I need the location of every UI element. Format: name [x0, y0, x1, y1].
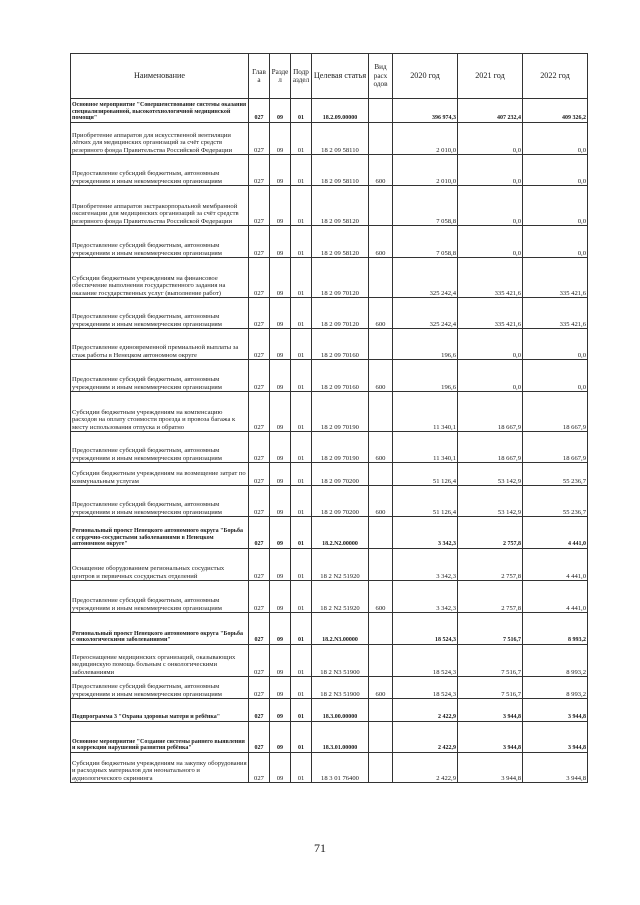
table-row	[71, 613, 588, 645]
cell-target: 18 2 09 70120	[312, 298, 369, 329]
cell-y2021: 3 944,8	[458, 753, 523, 783]
cell-y2020: 18 524,3	[393, 677, 458, 699]
table-row	[71, 329, 588, 360]
cell-vid	[369, 699, 393, 722]
table-row	[71, 186, 588, 226]
table-row	[71, 123, 588, 155]
table-row	[71, 360, 588, 392]
cell-target: 18 2 09 70200	[312, 486, 369, 517]
cell-vid	[369, 186, 393, 226]
cell-target: 18 2 09 70160	[312, 360, 369, 392]
cell-vid: 600	[369, 581, 393, 613]
cell-glava: 027	[249, 753, 270, 783]
cell-y2022: 4 441,0	[523, 549, 588, 581]
cell-podrazdel: 01	[291, 123, 312, 155]
cell-glava: 027	[249, 298, 270, 329]
cell-target: 18 2 N3 51900	[312, 645, 369, 677]
cell-glava: 027	[249, 360, 270, 392]
cell-glava: 027	[249, 613, 270, 645]
cell-y2020: 51 126,4	[393, 486, 458, 517]
cell-podrazdel: 01	[291, 432, 312, 463]
page-number: 71	[314, 841, 326, 855]
cell-y2022: 4 441,0	[523, 581, 588, 613]
cell-razdel: 09	[270, 645, 291, 677]
cell-y2022: 409 326,2	[523, 99, 588, 123]
cell-vid	[369, 613, 393, 645]
cell-podrazdel: 01	[291, 298, 312, 329]
cell-y2021: 407 232,4	[458, 99, 523, 123]
cell-podrazdel: 01	[291, 581, 312, 613]
cell-razdel: 09	[270, 258, 291, 298]
cell-podrazdel: 01	[291, 463, 312, 486]
cell-y2021: 335 421,6	[458, 298, 523, 329]
cell-y2021: 0,0	[458, 329, 523, 360]
table-row	[71, 392, 588, 432]
cell-target: 18 2 09 58120	[312, 226, 369, 258]
cell-y2022: 3 944,8	[523, 753, 588, 783]
table-row	[71, 645, 588, 677]
cell-y2022: 55 236,7	[523, 486, 588, 517]
cell-vid	[369, 392, 393, 432]
cell-name: Предоставление единовременной премиальной выплаты за стаж работы в Ненецком автономном округе	[71, 329, 249, 360]
cell-razdel: 09	[270, 486, 291, 517]
cell-name: Оснащение оборудованием региональных сосудистых центров и первичных сосудистых отделений	[71, 549, 249, 581]
cell-vid: 600	[369, 226, 393, 258]
cell-vid: 600	[369, 155, 393, 186]
cell-razdel: 09	[270, 463, 291, 486]
cell-podrazdel: 01	[291, 155, 312, 186]
cell-name: Предоставление субсидий бюджетным, автономным учреждениям и иным некоммерческим организациям	[71, 360, 249, 392]
cell-target: 18 2 N2 51920	[312, 581, 369, 613]
cell-y2020: 2 422,9	[393, 699, 458, 722]
header-podrazdel: Подр аздел	[291, 54, 312, 99]
cell-podrazdel: 01	[291, 186, 312, 226]
cell-glava: 027	[249, 581, 270, 613]
cell-target: 18 2 09 70120	[312, 258, 369, 298]
cell-y2022: 3 944,8	[523, 699, 588, 722]
cell-y2020: 51 126,4	[393, 463, 458, 486]
table-row	[71, 517, 588, 549]
header-2022: 2022 год	[523, 54, 588, 99]
cell-target: 18 2 N3 51900	[312, 677, 369, 699]
cell-razdel: 09	[270, 99, 291, 123]
cell-y2022: 55 236,7	[523, 463, 588, 486]
cell-glava: 027	[249, 155, 270, 186]
cell-y2020: 11 340,1	[393, 392, 458, 432]
cell-y2020: 18 524,3	[393, 613, 458, 645]
cell-y2021: 2 757,8	[458, 549, 523, 581]
cell-razdel: 09	[270, 123, 291, 155]
cell-y2022: 0,0	[523, 360, 588, 392]
table-row	[71, 258, 588, 298]
cell-y2020: 196,6	[393, 360, 458, 392]
cell-razdel: 09	[270, 517, 291, 549]
cell-name: Субсидии бюджетным учреждениям на финансовое обеспечение выполнения государственного задания на оказание государственных услуг (выполнение работ)	[71, 258, 249, 298]
header-target: Целевая статья	[312, 54, 369, 99]
cell-y2021: 0,0	[458, 226, 523, 258]
cell-vid: 600	[369, 360, 393, 392]
header-razdel: Разде л	[270, 54, 291, 99]
cell-y2020: 396 974,3	[393, 99, 458, 123]
cell-target: 18 2 09 70160	[312, 329, 369, 360]
cell-podrazdel: 01	[291, 722, 312, 753]
table-row	[71, 699, 588, 722]
cell-target: 18.3.00.00000	[312, 699, 369, 722]
cell-y2022: 8 993,2	[523, 613, 588, 645]
cell-name: Субсидии бюджетным учреждениям на возмещение затрат по коммунальным услугам	[71, 463, 249, 486]
cell-target: 18.2.09.00000	[312, 99, 369, 123]
cell-name: Предоставление субсидий бюджетным, автономным учреждениям и иным некоммерческим организациям	[71, 581, 249, 613]
header-vid: Вид расх одов	[369, 54, 393, 99]
cell-razdel: 09	[270, 392, 291, 432]
cell-podrazdel: 01	[291, 226, 312, 258]
cell-name: Основное мероприятие "Создание системы раннего выявления и коррекции нарушений развития ребёнка"	[71, 722, 249, 753]
cell-target: 18 2 09 58110	[312, 123, 369, 155]
cell-name: Субсидии бюджетным учреждениям на закупку оборудования и расходных материалов для неонатального и аудиологического скрининга	[71, 753, 249, 783]
table-row	[71, 155, 588, 186]
cell-glava: 027	[249, 722, 270, 753]
cell-glava: 027	[249, 486, 270, 517]
cell-name: Подпрограмма 3 "Охрана здоровья матери и ребёнка"	[71, 699, 249, 722]
cell-vid	[369, 329, 393, 360]
cell-name: Предоставление субсидий бюджетным, автономным учреждениям и иным некоммерческим организациям	[71, 226, 249, 258]
cell-glava: 027	[249, 226, 270, 258]
cell-y2021: 18 667,9	[458, 432, 523, 463]
cell-y2022: 0,0	[523, 155, 588, 186]
cell-vid	[369, 99, 393, 123]
cell-y2021: 7 516,7	[458, 645, 523, 677]
cell-razdel: 09	[270, 360, 291, 392]
table-row	[71, 753, 588, 783]
cell-glava: 027	[249, 645, 270, 677]
cell-vid	[369, 549, 393, 581]
cell-y2021: 7 516,7	[458, 613, 523, 645]
cell-podrazdel: 01	[291, 549, 312, 581]
table-row	[71, 722, 588, 753]
cell-y2020: 7 058,8	[393, 186, 458, 226]
cell-y2020: 2 010,0	[393, 123, 458, 155]
cell-name: Переоснащение медицинских организаций, оказывающих медицинскую помощь больным с онкологическими заболеваниями	[71, 645, 249, 677]
cell-razdel: 09	[270, 677, 291, 699]
cell-vid	[369, 517, 393, 549]
cell-razdel: 09	[270, 549, 291, 581]
cell-glava: 027	[249, 463, 270, 486]
cell-target: 18.2.N3.00000	[312, 613, 369, 645]
cell-razdel: 09	[270, 226, 291, 258]
cell-podrazdel: 01	[291, 613, 312, 645]
cell-podrazdel: 01	[291, 753, 312, 783]
cell-y2022: 0,0	[523, 123, 588, 155]
cell-podrazdel: 01	[291, 360, 312, 392]
cell-y2022: 0,0	[523, 329, 588, 360]
cell-razdel: 09	[270, 699, 291, 722]
cell-name: Предоставление субсидий бюджетным, автономным учреждениям и иным некоммерческим организациям	[71, 155, 249, 186]
table-row	[71, 298, 588, 329]
table-row	[71, 486, 588, 517]
table-row	[71, 432, 588, 463]
cell-y2020: 11 340,1	[393, 432, 458, 463]
cell-podrazdel: 01	[291, 258, 312, 298]
cell-y2020: 325 242,4	[393, 298, 458, 329]
table-row	[71, 463, 588, 486]
cell-vid	[369, 722, 393, 753]
cell-y2022: 18 667,9	[523, 392, 588, 432]
cell-y2020: 2 422,9	[393, 722, 458, 753]
cell-razdel: 09	[270, 155, 291, 186]
table-row	[71, 99, 588, 123]
cell-y2020: 18 524,3	[393, 645, 458, 677]
cell-podrazdel: 01	[291, 677, 312, 699]
header-glava: Глав а	[249, 54, 270, 99]
cell-y2020: 2 010,0	[393, 155, 458, 186]
cell-name: Предоставление субсидий бюджетным, автономным учреждениям и иным некоммерческим организациям	[71, 432, 249, 463]
cell-vid	[369, 258, 393, 298]
cell-razdel: 09	[270, 298, 291, 329]
cell-podrazdel: 01	[291, 699, 312, 722]
budget-table	[70, 53, 588, 783]
cell-y2020: 3 342,3	[393, 581, 458, 613]
cell-razdel: 09	[270, 722, 291, 753]
cell-razdel: 09	[270, 613, 291, 645]
header-2021: 2021 год	[458, 54, 523, 99]
cell-name: Приобретение аппаратов для искусственной вентиляции лёгких для медицинских организаций за счёт средств резервного фонда Правительства Российской Федерации	[71, 123, 249, 155]
cell-glava: 027	[249, 186, 270, 226]
cell-y2021: 0,0	[458, 360, 523, 392]
cell-y2022: 8 993,2	[523, 677, 588, 699]
cell-vid: 600	[369, 677, 393, 699]
table-row	[71, 226, 588, 258]
cell-y2021: 0,0	[458, 123, 523, 155]
cell-y2020: 7 058,8	[393, 226, 458, 258]
cell-vid	[369, 645, 393, 677]
cell-podrazdel: 01	[291, 645, 312, 677]
cell-podrazdel: 01	[291, 329, 312, 360]
cell-glava: 027	[249, 549, 270, 581]
cell-name: Приобретение аппаратов экстракорпоральной мембранной оксигенации для медицинских организаций за счёт средств резервного фонда Правительства Российской Федерации	[71, 186, 249, 226]
cell-razdel: 09	[270, 329, 291, 360]
cell-y2021: 3 944,8	[458, 722, 523, 753]
header-name: Наименование	[71, 54, 249, 99]
cell-y2021: 18 667,9	[458, 392, 523, 432]
table-header-row	[71, 54, 588, 99]
cell-podrazdel: 01	[291, 517, 312, 549]
cell-name: Основное мероприятие "Совершенствование системы оказания специализированной, высокотехнологичной медицинской помощи"	[71, 99, 249, 123]
cell-glava: 027	[249, 677, 270, 699]
cell-glava: 027	[249, 123, 270, 155]
cell-razdel: 09	[270, 432, 291, 463]
cell-y2021: 3 944,8	[458, 699, 523, 722]
cell-y2021: 53 142,9	[458, 486, 523, 517]
cell-glava: 027	[249, 699, 270, 722]
cell-target: 18.3.01.00000	[312, 722, 369, 753]
cell-y2020: 3 342,3	[393, 517, 458, 549]
table-row	[71, 677, 588, 699]
cell-target: 18.2.N2.00000	[312, 517, 369, 549]
cell-y2021: 335 421,6	[458, 258, 523, 298]
cell-podrazdel: 01	[291, 486, 312, 517]
cell-y2020: 325 242,4	[393, 258, 458, 298]
cell-target: 18 2 09 70190	[312, 392, 369, 432]
cell-y2020: 196,6	[393, 329, 458, 360]
cell-glava: 027	[249, 517, 270, 549]
cell-glava: 027	[249, 329, 270, 360]
cell-vid	[369, 463, 393, 486]
cell-glava: 027	[249, 258, 270, 298]
cell-name: Предоставление субсидий бюджетным, автономным учреждениям и иным некоммерческим организациям	[71, 486, 249, 517]
header-2020: 2020 год	[393, 54, 458, 99]
cell-y2021: 7 516,7	[458, 677, 523, 699]
cell-razdel: 09	[270, 753, 291, 783]
cell-vid: 600	[369, 486, 393, 517]
cell-y2022: 335 421,6	[523, 258, 588, 298]
table-row	[71, 549, 588, 581]
cell-name: Субсидии бюджетным учреждениям на компенсацию расходов на оплату стоимости проезда и провоза багажа к месту использования отпуска и обратно	[71, 392, 249, 432]
cell-podrazdel: 01	[291, 392, 312, 432]
cell-y2020: 3 342,3	[393, 549, 458, 581]
cell-name: Предоставление субсидий бюджетным, автономным учреждениям и иным некоммерческим организациям	[71, 677, 249, 699]
cell-y2020: 2 422,9	[393, 753, 458, 783]
cell-vid	[369, 123, 393, 155]
cell-y2022: 8 993,2	[523, 645, 588, 677]
table-row	[71, 581, 588, 613]
cell-name: Региональный проект Ненецкого автономного округа "Борьба с сердечно-сосудистыми заболеваниями в Ненецком автономном округе"	[71, 517, 249, 549]
cell-target: 18 3 01 76400	[312, 753, 369, 783]
cell-y2022: 4 441,0	[523, 517, 588, 549]
cell-y2021: 0,0	[458, 186, 523, 226]
cell-razdel: 09	[270, 581, 291, 613]
cell-target: 18 2 09 70190	[312, 432, 369, 463]
cell-y2021: 2 757,8	[458, 581, 523, 613]
cell-glava: 027	[249, 392, 270, 432]
cell-target: 18 2 09 58110	[312, 155, 369, 186]
cell-y2022: 18 667,9	[523, 432, 588, 463]
cell-y2022: 3 944,8	[523, 722, 588, 753]
cell-name: Региональный проект Ненецкого автономного округа "Борьба с онкологическими заболеваниями"	[71, 613, 249, 645]
cell-vid: 600	[369, 432, 393, 463]
cell-target: 18 2 09 70200	[312, 463, 369, 486]
cell-podrazdel: 01	[291, 99, 312, 123]
cell-y2022: 0,0	[523, 226, 588, 258]
cell-y2021: 0,0	[458, 155, 523, 186]
cell-glava: 027	[249, 99, 270, 123]
cell-vid: 600	[369, 298, 393, 329]
cell-y2022: 335 421,6	[523, 298, 588, 329]
cell-target: 18 2 09 58120	[312, 186, 369, 226]
cell-y2021: 2 757,8	[458, 517, 523, 549]
cell-y2022: 0,0	[523, 186, 588, 226]
cell-y2021: 53 142,9	[458, 463, 523, 486]
cell-razdel: 09	[270, 186, 291, 226]
cell-vid	[369, 753, 393, 783]
cell-glava: 027	[249, 432, 270, 463]
cell-name: Предоставление субсидий бюджетным, автономным учреждениям и иным некоммерческим организациям	[71, 298, 249, 329]
cell-target: 18 2 N2 51920	[312, 549, 369, 581]
